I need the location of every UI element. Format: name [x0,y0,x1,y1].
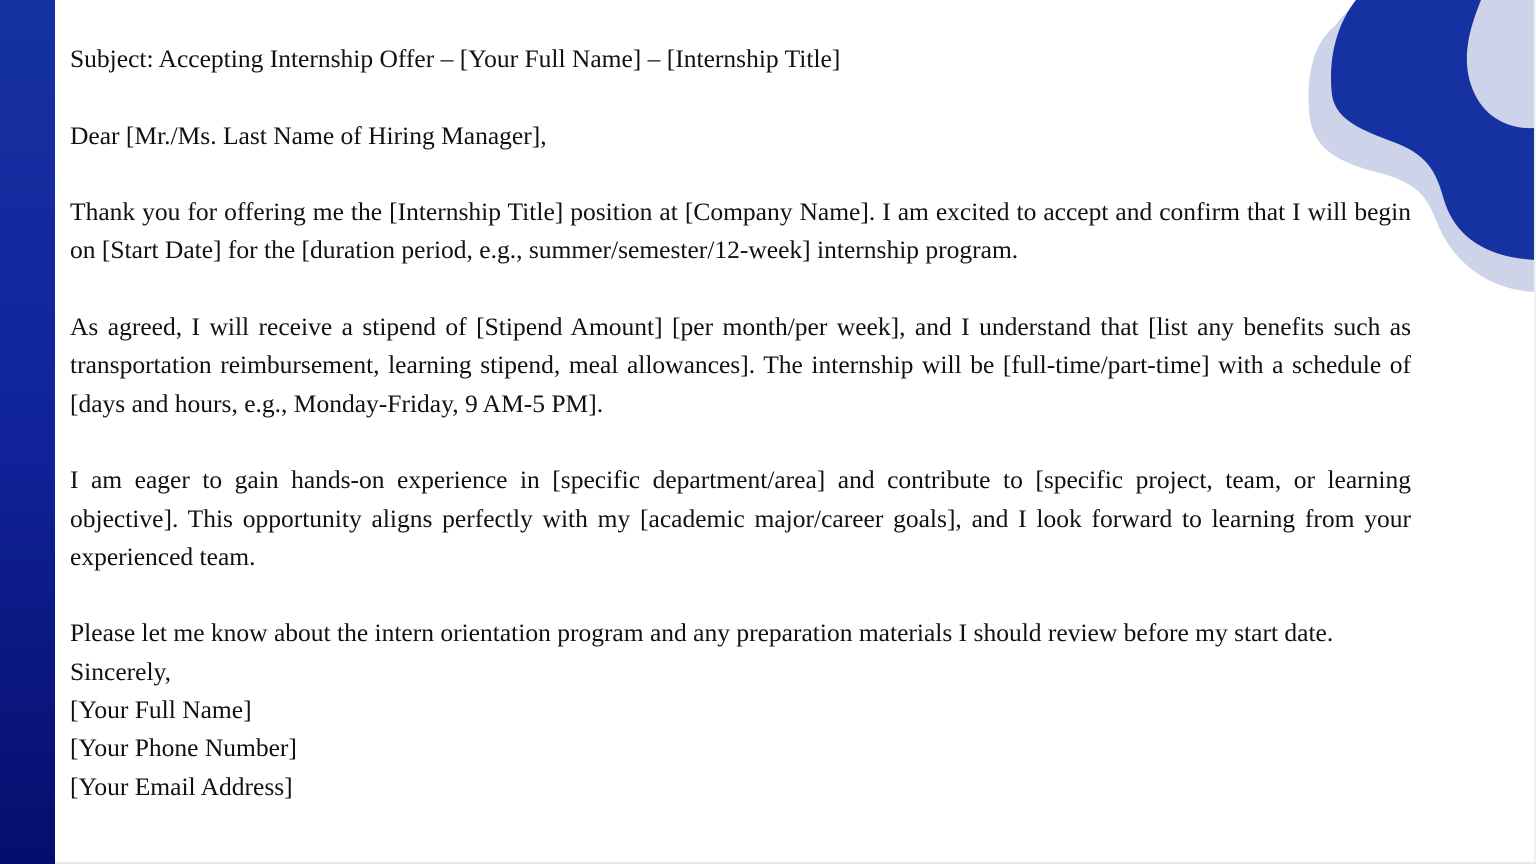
letter-body [70,40,1411,806]
left-accent-bar [0,0,55,864]
signature-name: [Your Full Name] [70,695,252,725]
salutation: Dear [Mr./Ms. Last Name of Hiring Manager], [70,120,547,150]
subject-line: Subject: Accepting Internship Offer – [Your Full Name] – [Internship Title] [70,44,841,73]
signature-phone: [Your Phone Number] [70,733,297,763]
closing: Sincerely, [70,656,172,686]
paragraph-goals: I am eager to gain hands-on experience in [specific department/area] and contribute to [specific project, team, or learning objective]. This opportunity aligns perfectly with my [academic major/career goals], and I look forward to learning from your experienced team. [70,465,1411,571]
signature-block [70,653,1411,806]
paragraph-orientation: Please let me know about the intern orientation program and any preparation materials I should review before my start date. [70,618,1334,648]
paragraph-acceptance: Thank you for offering me the [Internship Title] position at [Company Name]. I am excited to accept and confirm that I will begin on [Start Date] for the [duration period, e.g., summer/semester/12-week] internship program. [70,197,1411,265]
signature-email: [Your Email Address] [70,771,293,801]
paragraph-stipend-schedule: As agreed, I will receive a stipend of [Stipend Amount] [per month/per week], and I understand that [list any benefits such as transportation reimbursement, learning stipend, meal allowances]. The internship will be [full-time/part-time] with a schedule of [days and hours, e.g., Monday-Friday, 9 AM-5 PM]. [70,312,1411,418]
